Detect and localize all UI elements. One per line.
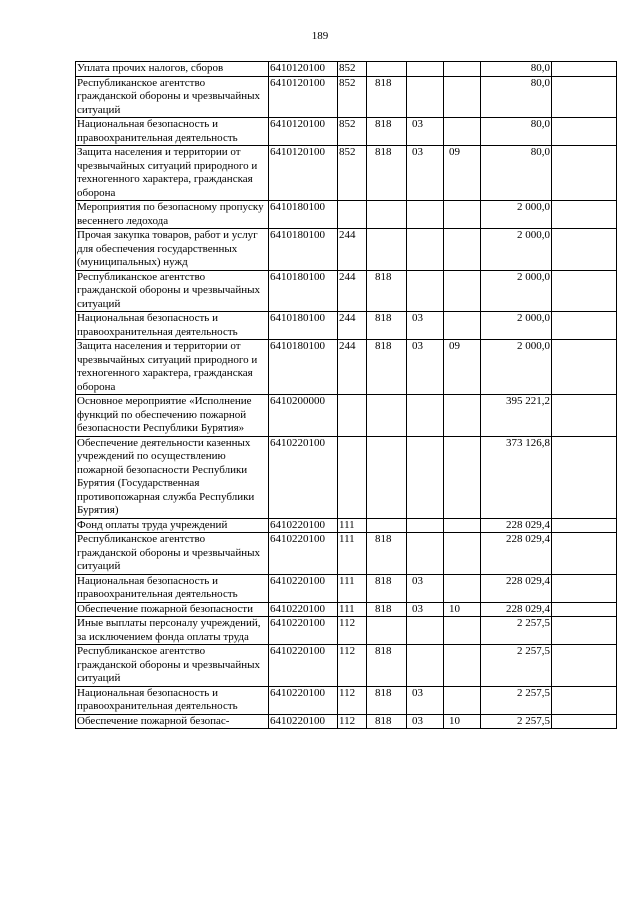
cell-section: 03	[407, 714, 444, 729]
cell-main-administrator: 818	[367, 574, 407, 602]
cell-sum: 228 029,4	[481, 574, 552, 602]
cell-expense-type: 111	[338, 602, 367, 617]
cell-sum: 2 257,5	[481, 645, 552, 687]
cell-main-administrator: 818	[367, 76, 407, 118]
table-row	[76, 229, 617, 271]
cell-name: Мероприятия по безопасному пропуску весеннего ледохода	[76, 201, 269, 229]
cell-expense-type	[338, 436, 367, 518]
cell-main-administrator: 818	[367, 146, 407, 201]
cell-name: Республиканское агентство гражданской обороны и чрезвычайных ситуаций	[76, 76, 269, 118]
cell-main-administrator	[367, 62, 407, 77]
cell-name: Обеспечение пожарной безопасности	[76, 602, 269, 617]
cell-expense-type: 112	[338, 714, 367, 729]
cell-target-article: 6410220100	[269, 602, 338, 617]
cell-target-article: 6410220100	[269, 436, 338, 518]
cell-target-article: 6410220100	[269, 617, 338, 645]
table-row	[76, 76, 617, 118]
cell-name: Национальная безопасность и правоохранительная деятельность	[76, 118, 269, 146]
cell-expense-type	[338, 201, 367, 229]
cell-sum: 2 257,5	[481, 617, 552, 645]
cell-empty	[552, 62, 617, 77]
cell-target-article: 6410180100	[269, 340, 338, 395]
cell-name: Национальная безопасность и правоохранительная деятельность	[76, 686, 269, 714]
cell-empty	[552, 118, 617, 146]
cell-subsection: 10	[444, 714, 481, 729]
cell-expense-type: 112	[338, 645, 367, 687]
cell-section	[407, 76, 444, 118]
cell-subsection	[444, 312, 481, 340]
cell-expense-type: 111	[338, 533, 367, 575]
cell-target-article: 6410180100	[269, 270, 338, 312]
cell-empty	[552, 395, 617, 437]
cell-target-article: 6410180100	[269, 312, 338, 340]
cell-empty	[552, 146, 617, 201]
cell-empty	[552, 270, 617, 312]
cell-subsection: 09	[444, 146, 481, 201]
cell-empty	[552, 686, 617, 714]
cell-section	[407, 645, 444, 687]
cell-subsection	[444, 617, 481, 645]
cell-sum: 80,0	[481, 118, 552, 146]
cell-expense-type: 852	[338, 118, 367, 146]
cell-target-article: 6410180100	[269, 201, 338, 229]
cell-main-administrator: 818	[367, 686, 407, 714]
table-row	[76, 686, 617, 714]
cell-expense-type: 111	[338, 518, 367, 533]
cell-empty	[552, 76, 617, 118]
cell-section	[407, 617, 444, 645]
cell-sum: 80,0	[481, 146, 552, 201]
cell-name: Фонд оплаты труда учреждений	[76, 518, 269, 533]
cell-subsection	[444, 62, 481, 77]
cell-section	[407, 436, 444, 518]
cell-main-administrator: 818	[367, 312, 407, 340]
cell-main-administrator	[367, 617, 407, 645]
cell-subsection: 09	[444, 340, 481, 395]
cell-target-article: 6410200000	[269, 395, 338, 437]
table-row	[76, 395, 617, 437]
cell-main-administrator: 818	[367, 714, 407, 729]
cell-subsection	[444, 686, 481, 714]
cell-expense-type: 112	[338, 686, 367, 714]
table-row	[76, 436, 617, 518]
cell-main-administrator: 818	[367, 270, 407, 312]
cell-name: Прочая закупка товаров, работ и услуг для обеспечения государственных (муниципальных) нужд	[76, 229, 269, 271]
table-row	[76, 118, 617, 146]
cell-sum: 2 000,0	[481, 201, 552, 229]
cell-main-administrator	[367, 518, 407, 533]
cell-expense-type: 111	[338, 574, 367, 602]
page-number: 189	[311, 30, 329, 42]
cell-subsection	[444, 518, 481, 533]
cell-expense-type: 852	[338, 76, 367, 118]
cell-section: 03	[407, 574, 444, 602]
cell-sum: 395 221,2	[481, 395, 552, 437]
cell-target-article: 6410220100	[269, 714, 338, 729]
cell-target-article: 6410120100	[269, 76, 338, 118]
cell-name: Обеспечение деятельности казенных учреждений по осуществлению пожарной безопасности Республики Бурятия (Государственная противопожарная служба Республики Бурятия)	[76, 436, 269, 518]
table-row	[76, 617, 617, 645]
table-row	[76, 270, 617, 312]
cell-target-article: 6410120100	[269, 62, 338, 77]
cell-target-article: 6410120100	[269, 146, 338, 201]
cell-section: 03	[407, 312, 444, 340]
cell-subsection	[444, 76, 481, 118]
cell-subsection: 10	[444, 602, 481, 617]
table-row	[76, 146, 617, 201]
cell-target-article: 6410220100	[269, 574, 338, 602]
cell-empty	[552, 714, 617, 729]
cell-empty	[552, 574, 617, 602]
cell-section	[407, 395, 444, 437]
cell-section: 03	[407, 340, 444, 395]
cell-sum: 2 000,0	[481, 270, 552, 312]
cell-name: Национальная безопасность и правоохранительная деятельность	[76, 574, 269, 602]
table-row	[76, 62, 617, 77]
cell-empty	[552, 602, 617, 617]
cell-empty	[552, 201, 617, 229]
cell-main-administrator: 818	[367, 602, 407, 617]
cell-main-administrator	[367, 436, 407, 518]
cell-section: 03	[407, 146, 444, 201]
cell-name: Уплата прочих налогов, сборов	[76, 62, 269, 77]
cell-sum: 228 029,4	[481, 533, 552, 575]
cell-sum: 2 257,5	[481, 686, 552, 714]
cell-section: 03	[407, 686, 444, 714]
cell-name: Республиканское агентство гражданской обороны и чрезвычайных ситуаций	[76, 270, 269, 312]
cell-empty	[552, 436, 617, 518]
cell-name: Защита населения и территории от чрезвычайных ситуаций природного и техногенного характера, гражданская оборона	[76, 146, 269, 201]
cell-sum: 80,0	[481, 76, 552, 118]
cell-empty	[552, 229, 617, 271]
cell-subsection	[444, 533, 481, 575]
cell-subsection	[444, 229, 481, 271]
cell-expense-type: 852	[338, 146, 367, 201]
cell-sum: 2 000,0	[481, 229, 552, 271]
cell-empty	[552, 533, 617, 575]
cell-sum: 228 029,4	[481, 518, 552, 533]
cell-expense-type: 244	[338, 229, 367, 271]
budget-table-body	[76, 62, 617, 729]
cell-expense-type: 112	[338, 617, 367, 645]
cell-main-administrator	[367, 201, 407, 229]
cell-empty	[552, 617, 617, 645]
table-row	[76, 645, 617, 687]
table-row	[76, 533, 617, 575]
cell-section	[407, 62, 444, 77]
table-row	[76, 602, 617, 617]
cell-section: 03	[407, 602, 444, 617]
table-row	[76, 201, 617, 229]
cell-target-article: 6410220100	[269, 645, 338, 687]
cell-name: Республиканское агентство гражданской обороны и чрезвычайных ситуаций	[76, 533, 269, 575]
cell-name: Республиканское агентство гражданской обороны и чрезвычайных ситуаций	[76, 645, 269, 687]
cell-empty	[552, 340, 617, 395]
cell-main-administrator	[367, 395, 407, 437]
cell-empty	[552, 518, 617, 533]
cell-sum: 80,0	[481, 62, 552, 77]
cell-target-article: 6410120100	[269, 118, 338, 146]
cell-sum: 373 126,8	[481, 436, 552, 518]
cell-subsection	[444, 118, 481, 146]
cell-expense-type	[338, 395, 367, 437]
cell-sum: 2 000,0	[481, 312, 552, 340]
cell-empty	[552, 645, 617, 687]
cell-main-administrator: 818	[367, 340, 407, 395]
cell-expense-type: 852	[338, 62, 367, 77]
cell-name: Основное мероприятие «Исполнение функций по обеспечению пожарной безопасности Республики Бурятия»	[76, 395, 269, 437]
cell-name: Национальная безопасность и правоохранительная деятельность	[76, 312, 269, 340]
cell-target-article: 6410220100	[269, 518, 338, 533]
table-row	[76, 312, 617, 340]
cell-main-administrator	[367, 229, 407, 271]
cell-expense-type: 244	[338, 312, 367, 340]
cell-section: 03	[407, 118, 444, 146]
table-row	[76, 714, 617, 729]
cell-subsection	[444, 201, 481, 229]
cell-main-administrator: 818	[367, 533, 407, 575]
table-row	[76, 340, 617, 395]
cell-name: Обеспечение пожарной безопас-	[76, 714, 269, 729]
cell-expense-type: 244	[338, 340, 367, 395]
cell-target-article: 6410180100	[269, 229, 338, 271]
cell-main-administrator: 818	[367, 645, 407, 687]
cell-section	[407, 229, 444, 271]
cell-name: Защита населения и территории от чрезвычайных ситуаций природного и техногенного характера, гражданская оборона	[76, 340, 269, 395]
cell-empty	[552, 312, 617, 340]
cell-target-article: 6410220100	[269, 686, 338, 714]
cell-name: Иные выплаты персоналу учреждений, за исключением фонда оплаты труда	[76, 617, 269, 645]
budget-table	[75, 61, 617, 729]
cell-subsection	[444, 270, 481, 312]
cell-sum: 228 029,4	[481, 602, 552, 617]
cell-subsection	[444, 395, 481, 437]
cell-sum: 2 000,0	[481, 340, 552, 395]
cell-sum: 2 257,5	[481, 714, 552, 729]
cell-subsection	[444, 574, 481, 602]
cell-expense-type: 244	[338, 270, 367, 312]
cell-section	[407, 201, 444, 229]
cell-subsection	[444, 645, 481, 687]
table-row	[76, 518, 617, 533]
cell-main-administrator: 818	[367, 118, 407, 146]
cell-section	[407, 533, 444, 575]
table-row	[76, 574, 617, 602]
cell-section	[407, 518, 444, 533]
cell-subsection	[444, 436, 481, 518]
cell-section	[407, 270, 444, 312]
cell-target-article: 6410220100	[269, 533, 338, 575]
